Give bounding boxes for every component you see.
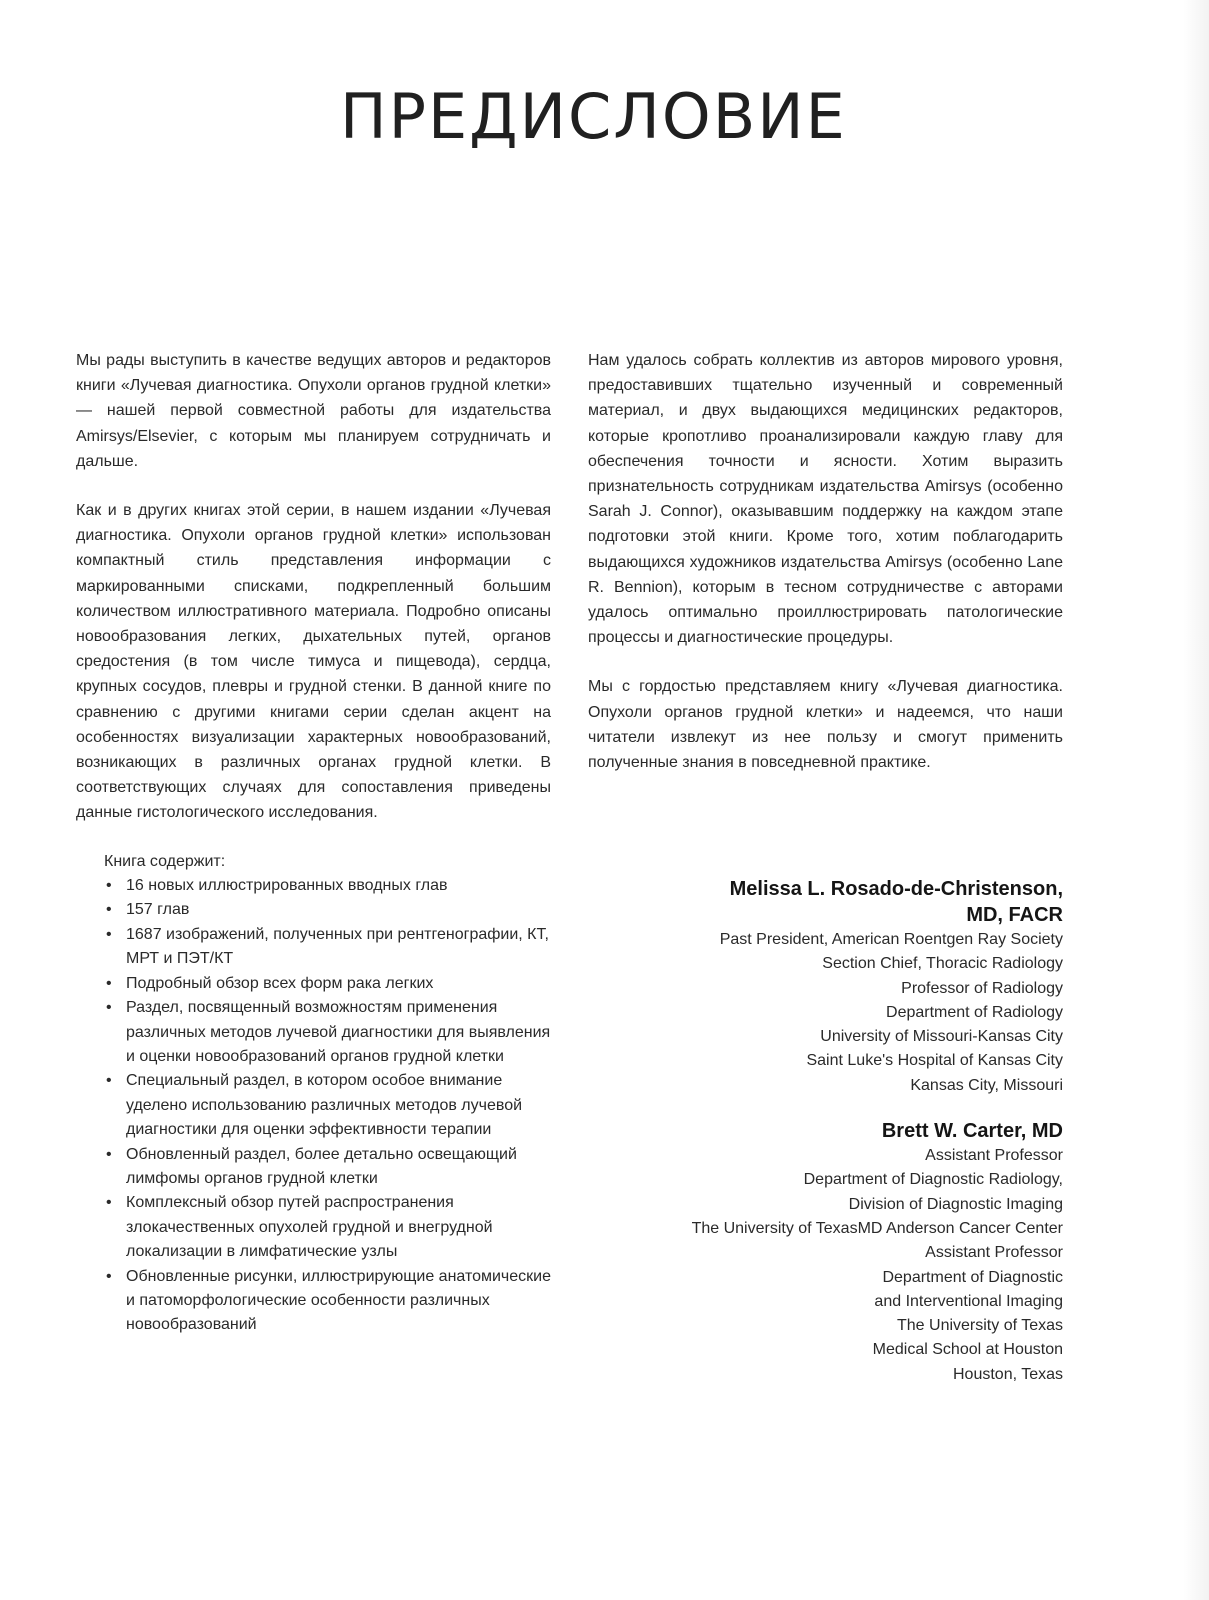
list-item-text: Специальный раздел, в котором особое внимание уделено использованию различных методов лучевой диагностики для оценки эффективности терапии [126,1072,523,1139]
page-edge-shadow [1183,0,1209,1600]
intro-paragraph: Мы рады выступить в качестве ведущих авторов и редакторов книги «Лучевая диагностика. Опухоли органов грудной клетки» — нашей первой совместной работы для издательства Amirsys/Elsevier, с которым мы планируем сотрудничать и дальше. [76,352,551,470]
left-column [76,348,551,1338]
list-item [104,923,551,972]
list-item [104,1143,551,1192]
author-affiliation: The University of Texas [897,1317,1063,1335]
bullet-icon: • [106,974,112,992]
list-item-text: 157 глав [126,901,190,919]
book-contents-list [104,850,551,1338]
bullet-icon: • [106,999,112,1017]
list-item [104,1265,551,1338]
author-name-line: Brett W. Carter, MD [881,1120,1063,1143]
bullet-icon: • [106,1267,112,1285]
bullet-icon: • [106,925,112,943]
author-affiliation: Kansas City, Missouri [910,1076,1063,1094]
author-affiliation: Department of Diagnostic [882,1268,1063,1286]
author-affiliation: Department of Diagnostic Radiology, [803,1171,1063,1189]
author-block-carter [543,1118,1063,1387]
list-item [104,898,551,922]
list-item-text: 16 новых иллюстрированных вводных глав [126,877,448,895]
author-name-line: Melissa L. Rosado-de-Christenson, [729,878,1063,900]
page-title: ПРЕДИСЛОВИЕ [340,80,847,153]
author-affiliation: Medical School at Houston [872,1341,1063,1359]
list-item [104,874,551,898]
right-column [588,348,1063,799]
series-description-paragraph: Как и в других книгах этой серии, в нашем издании «Лучевая диагностика. Опухоли органов грудной клетки» использован компактный стиль представления информации с маркированными списками, подкрепленный большим количеством иллюстративного материала. Подробно описаны новообразования легких, дыхательных путей, органов средостения (в том числе тимуса и пищевода), сердца, крупных сосудов, плевры и грудной стенки. В данной книге по сравнению с другими книгами серии сделан акцент на особенностях визуализации характерных новообразований, возникающих в различных органах грудной клетки. В соответствующих случаях для сопоставления приведены данные гистологического исследования. [76,502,551,822]
list-item-text: Обновленные рисунки, иллюстрирующие анатомические и патоморфологические особенности различных новообразований [126,1267,551,1334]
closing-paragraph: Мы с гордостью представляем книгу «Лучевая диагностика. Опухоли органов грудной клетки» и надеемся, что наши читатели извлекут из нее пользу и смогут применить полученные знания в повседневной практике. [588,678,1063,772]
author-affiliation: Division of Diagnostic Imaging [848,1195,1063,1213]
acknowledgement-paragraph: Нам удалось собрать коллектив из авторов мирового уровня, предоставивших тщательно изученный и современный материал, и двух выдающихся медицинских редакторов, которые кропотливо проанализировали каждую главу для обеспечения точности и ясности. Хотим выразить признательность сотрудникам издательства Amirsys (особенно Sarah J. Connor), оказывавшим поддержку на каждом этапе подготовки этой книги. Кроме того, хотим поблагодарить выдающихся художников издательства Amirsys (особенно Lane R. Bennion), которым в тесном сотрудничестве с авторами удалось оптимально проиллюстрировать патологические процессы и диагностические процедуры. [588,352,1063,647]
list-item [104,972,551,996]
author-affiliation: Past President, American Roentgen Ray Society [719,931,1063,948]
author-affiliation: University of Missouri-Kansas City [820,1028,1063,1046]
author-affiliation: Saint Luke's Hospital of Kansas City [806,1052,1063,1070]
author-affiliation: Assistant Professor [925,1244,1063,1262]
author-affiliation: and Interventional Imaging [874,1292,1063,1310]
bullet-icon: • [106,901,112,919]
list-item [104,1069,551,1142]
list-item-text: Обновленный раздел, более детально освещающий лимфомы органов грудной клетки [126,1145,517,1187]
list-item-text: Комплексный обзор путей распространения злокачественных опухолей грудной и внегрудной локализации в лимфатические узлы [126,1194,493,1261]
authors-signature-block [543,876,1063,1387]
author-affiliation: Section Chief, Thoracic Radiology [822,955,1063,973]
list-item [104,1191,551,1264]
list-item-text: 1687 изображений, полученных при рентгенографии, КТ, МРТ и ПЭТ/КТ [126,925,549,968]
author-affiliation: Professor of Radiology [901,979,1063,997]
list-item-text: Подробный обзор всех форм рака легких [126,974,434,992]
bullet-icon: • [106,1072,112,1090]
list-item-text: Раздел, посвященный возможностям применения различных методов лучевой диагностики для выявления и оценки новообразований органов грудной клетки [126,999,551,1065]
author-block-rosado [543,876,1063,1098]
list-item [104,996,551,1069]
author-affiliation: Assistant Professor [925,1147,1063,1165]
author-affiliation: Houston, Texas [953,1365,1063,1383]
bullet-icon: • [106,1194,112,1212]
author-affiliation: Department of Radiology [886,1003,1063,1021]
bullet-icon: • [106,877,112,895]
author-affiliation: The University of TexasMD Anderson Cancer Center [691,1219,1063,1237]
bullet-icon: • [106,1145,112,1163]
author-degree-line: MD, FACR [966,904,1063,926]
contents-intro: Книга содержит: [104,852,226,870]
